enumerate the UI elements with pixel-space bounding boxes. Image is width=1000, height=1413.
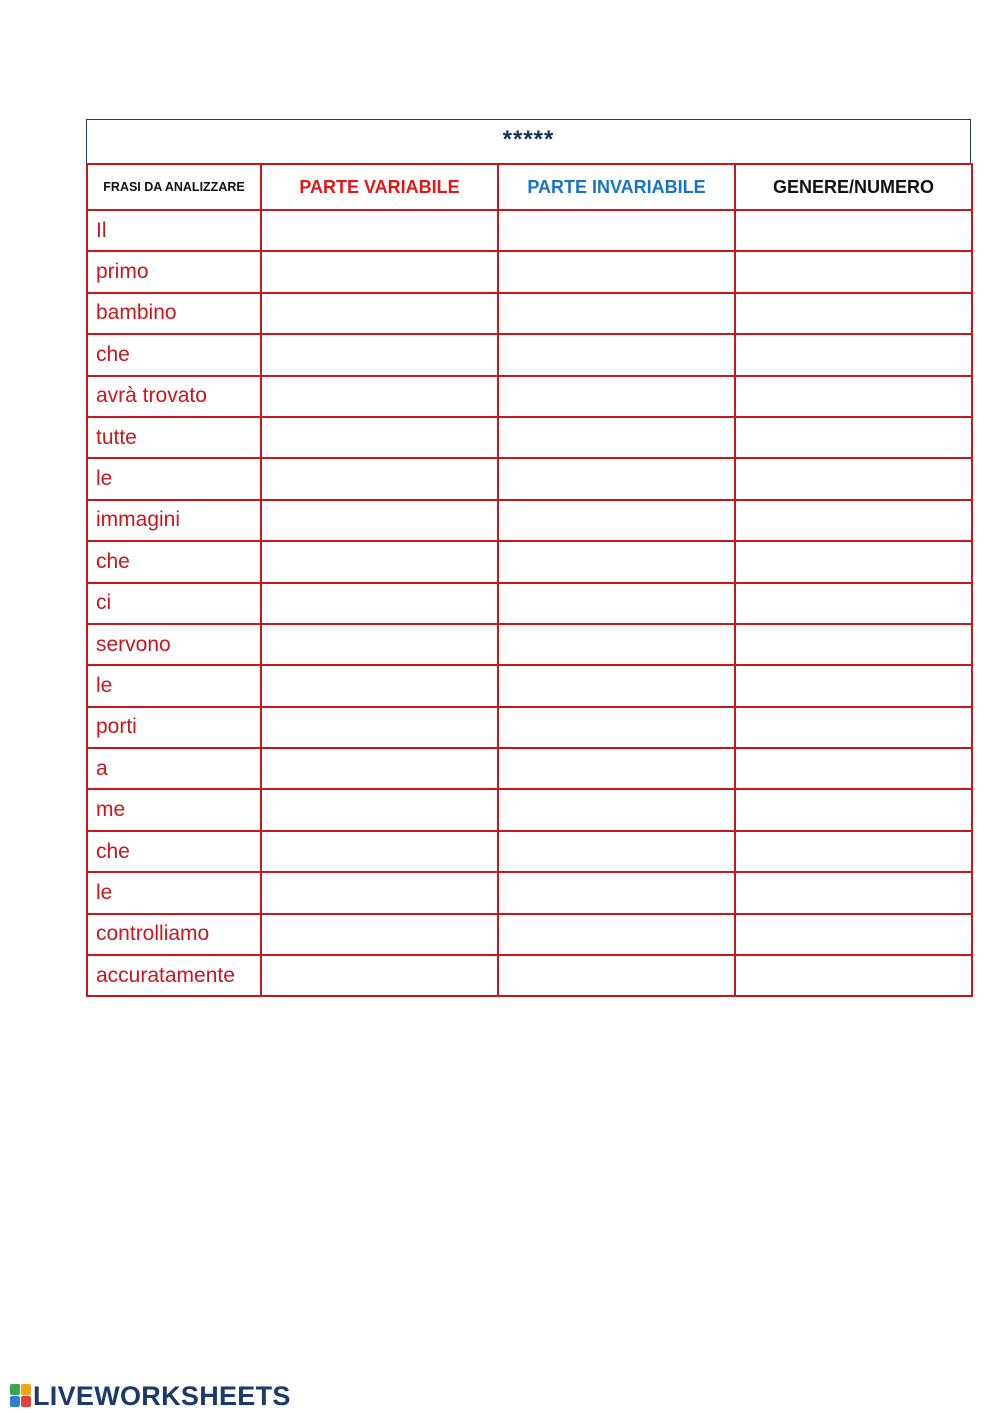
- genere-numero-input[interactable]: [735, 955, 972, 996]
- parte-invariabile-input[interactable]: [498, 334, 735, 375]
- table-row: [87, 334, 972, 375]
- brand-name: LIVEWORKSHEETS: [33, 1380, 291, 1411]
- parte-invariabile-input[interactable]: [498, 665, 735, 706]
- genere-numero-input[interactable]: [735, 872, 972, 913]
- genere-numero-input[interactable]: [735, 665, 972, 706]
- word-cell: le: [87, 665, 261, 706]
- parte-variabile-input[interactable]: [261, 583, 498, 624]
- parte-variabile-input[interactable]: [261, 458, 498, 499]
- parte-variabile-input[interactable]: [261, 955, 498, 996]
- word-cell: le: [87, 872, 261, 913]
- parte-invariabile-input[interactable]: [498, 417, 735, 458]
- parte-invariabile-input[interactable]: [498, 831, 735, 872]
- parte-invariabile-input[interactable]: [498, 955, 735, 996]
- table-row: [87, 251, 972, 292]
- table-row: [87, 500, 972, 541]
- word-cell: ci: [87, 583, 261, 624]
- parte-variabile-input[interactable]: [261, 707, 498, 748]
- parte-variabile-input[interactable]: [261, 624, 498, 665]
- table-row: [87, 210, 972, 251]
- genere-numero-input[interactable]: [735, 707, 972, 748]
- parte-invariabile-input[interactable]: [498, 624, 735, 665]
- genere-numero-input[interactable]: [735, 458, 972, 499]
- table-row: [87, 748, 972, 789]
- word-cell: tutte: [87, 417, 261, 458]
- parte-invariabile-input[interactable]: [498, 707, 735, 748]
- parte-invariabile-input[interactable]: [498, 583, 735, 624]
- table-row: [87, 624, 972, 665]
- word-cell: controlliamo: [87, 914, 261, 955]
- parte-variabile-input[interactable]: [261, 831, 498, 872]
- table-row: [87, 955, 972, 996]
- word-cell: le: [87, 458, 261, 499]
- parte-invariabile-input[interactable]: [498, 500, 735, 541]
- genere-numero-input[interactable]: [735, 831, 972, 872]
- parte-invariabile-input[interactable]: [498, 251, 735, 292]
- header-frasi: FRASI DA ANALIZZARE: [87, 164, 261, 210]
- table-row: [87, 583, 972, 624]
- genere-numero-input[interactable]: [735, 251, 972, 292]
- word-cell: bambino: [87, 293, 261, 334]
- parte-variabile-input[interactable]: [261, 417, 498, 458]
- genere-numero-input[interactable]: [735, 914, 972, 955]
- parte-invariabile-input[interactable]: [498, 458, 735, 499]
- parte-variabile-input[interactable]: [261, 500, 498, 541]
- word-cell: Il: [87, 210, 261, 251]
- brand-footer: [10, 1381, 291, 1411]
- parte-variabile-input[interactable]: [261, 210, 498, 251]
- table-row: [87, 914, 972, 955]
- parte-variabile-input[interactable]: [261, 665, 498, 706]
- table-row: [87, 376, 972, 417]
- header-parte-variabile: PARTE VARIABILE: [261, 164, 498, 210]
- table-row: [87, 541, 972, 582]
- word-cell: a: [87, 748, 261, 789]
- word-cell: servono: [87, 624, 261, 665]
- parte-invariabile-input[interactable]: [498, 541, 735, 582]
- parte-variabile-input[interactable]: [261, 251, 498, 292]
- liveworksheets-logo-icon: [10, 1384, 31, 1408]
- genere-numero-input[interactable]: [735, 541, 972, 582]
- word-cell: che: [87, 334, 261, 375]
- table-row: [87, 417, 972, 458]
- header-row: [87, 164, 972, 210]
- table-row: [87, 458, 972, 499]
- parte-variabile-input[interactable]: [261, 334, 498, 375]
- genere-numero-input[interactable]: [735, 624, 972, 665]
- word-cell: accuratamente: [87, 955, 261, 996]
- parte-invariabile-input[interactable]: [498, 789, 735, 830]
- parte-variabile-input[interactable]: [261, 789, 498, 830]
- word-cell: me: [87, 789, 261, 830]
- parte-variabile-input[interactable]: [261, 872, 498, 913]
- parte-invariabile-input[interactable]: [498, 293, 735, 334]
- header-parte-invariabile: PARTE INVARIABILE: [498, 164, 735, 210]
- header-genere-numero: GENERE/NUMERO: [735, 164, 972, 210]
- genere-numero-input[interactable]: [735, 748, 972, 789]
- parte-variabile-input[interactable]: [261, 293, 498, 334]
- parte-variabile-input[interactable]: [261, 376, 498, 417]
- parte-variabile-input[interactable]: [261, 541, 498, 582]
- table-row: [87, 665, 972, 706]
- parte-invariabile-input[interactable]: [498, 872, 735, 913]
- table-row: [87, 831, 972, 872]
- word-cell: primo: [87, 251, 261, 292]
- table-row: [87, 293, 972, 334]
- word-cell: che: [87, 831, 261, 872]
- analysis-table: [86, 163, 973, 997]
- parte-invariabile-input[interactable]: [498, 914, 735, 955]
- genere-numero-input[interactable]: [735, 334, 972, 375]
- genere-numero-input[interactable]: [735, 789, 972, 830]
- table-row: [87, 872, 972, 913]
- worksheet: [86, 119, 971, 997]
- worksheet-title: *****: [86, 119, 971, 163]
- word-cell: immagini: [87, 500, 261, 541]
- parte-invariabile-input[interactable]: [498, 210, 735, 251]
- genere-numero-input[interactable]: [735, 500, 972, 541]
- table-row: [87, 707, 972, 748]
- genere-numero-input[interactable]: [735, 583, 972, 624]
- genere-numero-input[interactable]: [735, 210, 972, 251]
- parte-variabile-input[interactable]: [261, 748, 498, 789]
- word-cell: porti: [87, 707, 261, 748]
- word-cell: avrà trovato: [87, 376, 261, 417]
- genere-numero-input[interactable]: [735, 376, 972, 417]
- genere-numero-input[interactable]: [735, 417, 972, 458]
- word-cell: che: [87, 541, 261, 582]
- parte-variabile-input[interactable]: [261, 914, 498, 955]
- genere-numero-input[interactable]: [735, 293, 972, 334]
- table-row: [87, 789, 972, 830]
- parte-invariabile-input[interactable]: [498, 748, 735, 789]
- parte-invariabile-input[interactable]: [498, 376, 735, 417]
